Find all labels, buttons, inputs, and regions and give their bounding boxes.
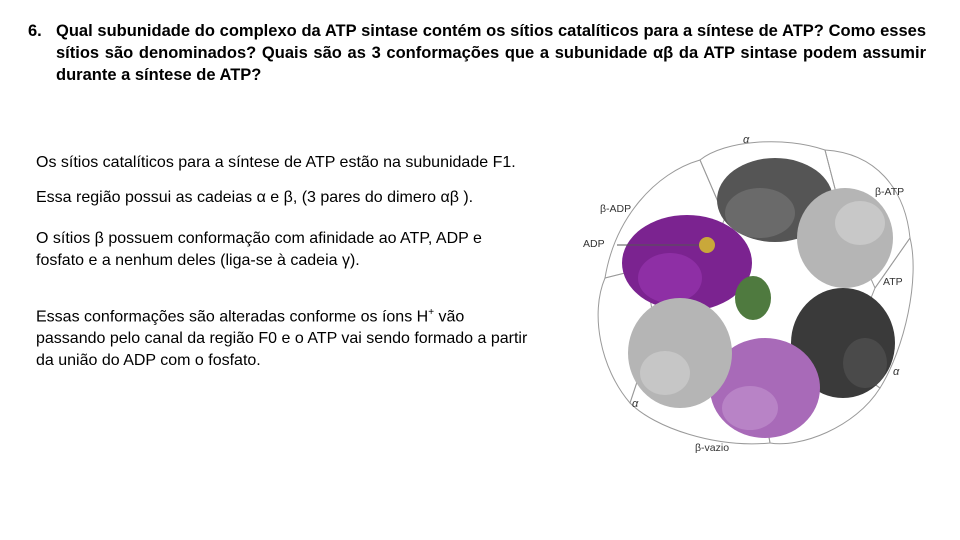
hydrogen-ion-charge: + <box>428 307 435 318</box>
question-block <box>28 20 926 86</box>
question-number: 6. <box>28 22 42 40</box>
answer-paragraph-3: O sítios β possuem conformação com afinidade ao ATP, ADP e fosfato e a nenhum deles (liga-se à cadeia γ). <box>36 230 482 269</box>
gamma-center <box>735 276 771 320</box>
beta-atp-subunit <box>797 188 893 288</box>
beta-adp-subunit <box>622 215 752 311</box>
answer-paragraph-1: Os sítios catalíticos para a síntese de ATP estão na subunidade F1. <box>36 154 516 171</box>
label-beta-atp: β-ATP <box>875 186 905 198</box>
atp-synthase-figure <box>575 128 935 473</box>
label-beta-vazio: β-vazio <box>695 442 730 454</box>
label-beta-adp: β-ADP <box>600 203 632 215</box>
p4-text-after: vão passando pelo canal da região F0 e o ATP vai sendo formado a partir da união do ADP com o fosfato. <box>36 308 528 370</box>
answer-paragraph-4 <box>36 302 532 372</box>
label-atp: ATP <box>883 276 903 288</box>
label-adp: ADP <box>583 238 605 250</box>
answer-block <box>36 152 532 372</box>
question-text: Qual subunidade do complexo da ATP sintase contém os sítios catalíticos para a síntese de ATP? Como esses sítios são denominados? Quais são as 3 conformações que a subunidade αβ da ATP sintase podem assumir durante a síntese de ATP? <box>56 22 926 84</box>
label-alpha-top: α <box>743 134 750 146</box>
p4-text-before: Essas conformações são alteradas conforme os íons H <box>36 308 429 326</box>
atp-synthase-structure-image <box>575 128 935 473</box>
label-alpha-right: α <box>893 366 900 378</box>
alpha-left-subunit <box>628 298 732 408</box>
answer-paragraph-2: Essa região possui as cadeias α e β, (3 pares do dimero αβ ). <box>36 189 474 206</box>
label-alpha-left: α <box>632 398 639 410</box>
adp-molecule <box>699 237 715 253</box>
